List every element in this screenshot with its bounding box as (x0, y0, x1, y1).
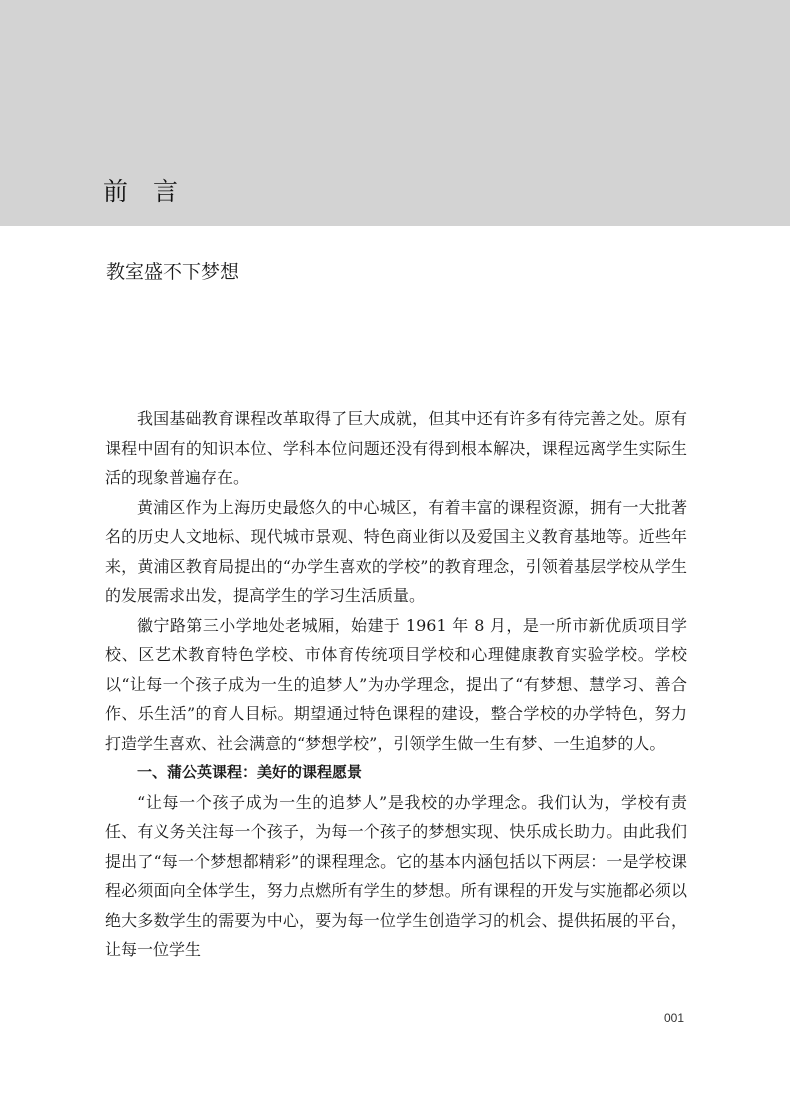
paragraph-3: 徽宁路第三小学地处老城厢，始建于 1961 年 8 月，是一所市新优质项目学校、区艺术教育特色学校、市体育传统项目学校和心理健康教育实验学校。学校以“让每一个孩子成为一生的追梦人”为办学理念，提出了“有梦想、慧学习、善合作、乐生活”的育人目标。期望通过特色课程的建设，整合学校的办学特色，努力打造学生喜欢、社会满意的“梦想学校”，引领学生做一生有梦、一生追梦的人。 (105, 615, 687, 753)
chapter-subtitle: 教室盛不下梦想 (106, 261, 240, 283)
chapter-title: 前言 (103, 177, 204, 206)
paragraph-1: 我国基础教育课程改革取得了巨大成就，但其中还有许多有待完善之处。原有课程中固有的知识本位、学科本位问题还没有得到根本解决，课程远离学生实际生活的现象普遍存在。 (105, 409, 687, 487)
section-heading: 一、蒲公英课程：美好的课程愿景 (137, 763, 363, 781)
paragraph-2: 黄浦区作为上海历史最悠久的中心城区，有着丰富的课程资源，拥有一大批著名的历史人文地标、现代城市景观、特色商业街以及爱国主义教育基地等。近些年来，黄浦区教育局提出的“办学生喜欢的学校”的教育理念，引领着基层学校从学生的发展需求出发，提高学生的学习生活质量。 (105, 497, 687, 605)
section-paragraph: “让每一个孩子成为一生的追梦人”是我校的办学理念。我们认为，学校有责任、有义务关注每一个孩子，为每一个孩子的梦想实现、快乐成长助力。由此我们提出了“每一个梦想都精彩”的课程理念。它的基本内涵包括以下两层：一是学校课程必须面向全体学生，努力点燃所有学生的梦想。所有课程的开发与实施都必须以绝大多数学生的需要为中心，要为每一位学生创造学习的机会、提供拓展的平台，让每一位学生 (105, 792, 687, 959)
page-number: 001 (663, 1011, 684, 1025)
body-text (105, 404, 687, 965)
